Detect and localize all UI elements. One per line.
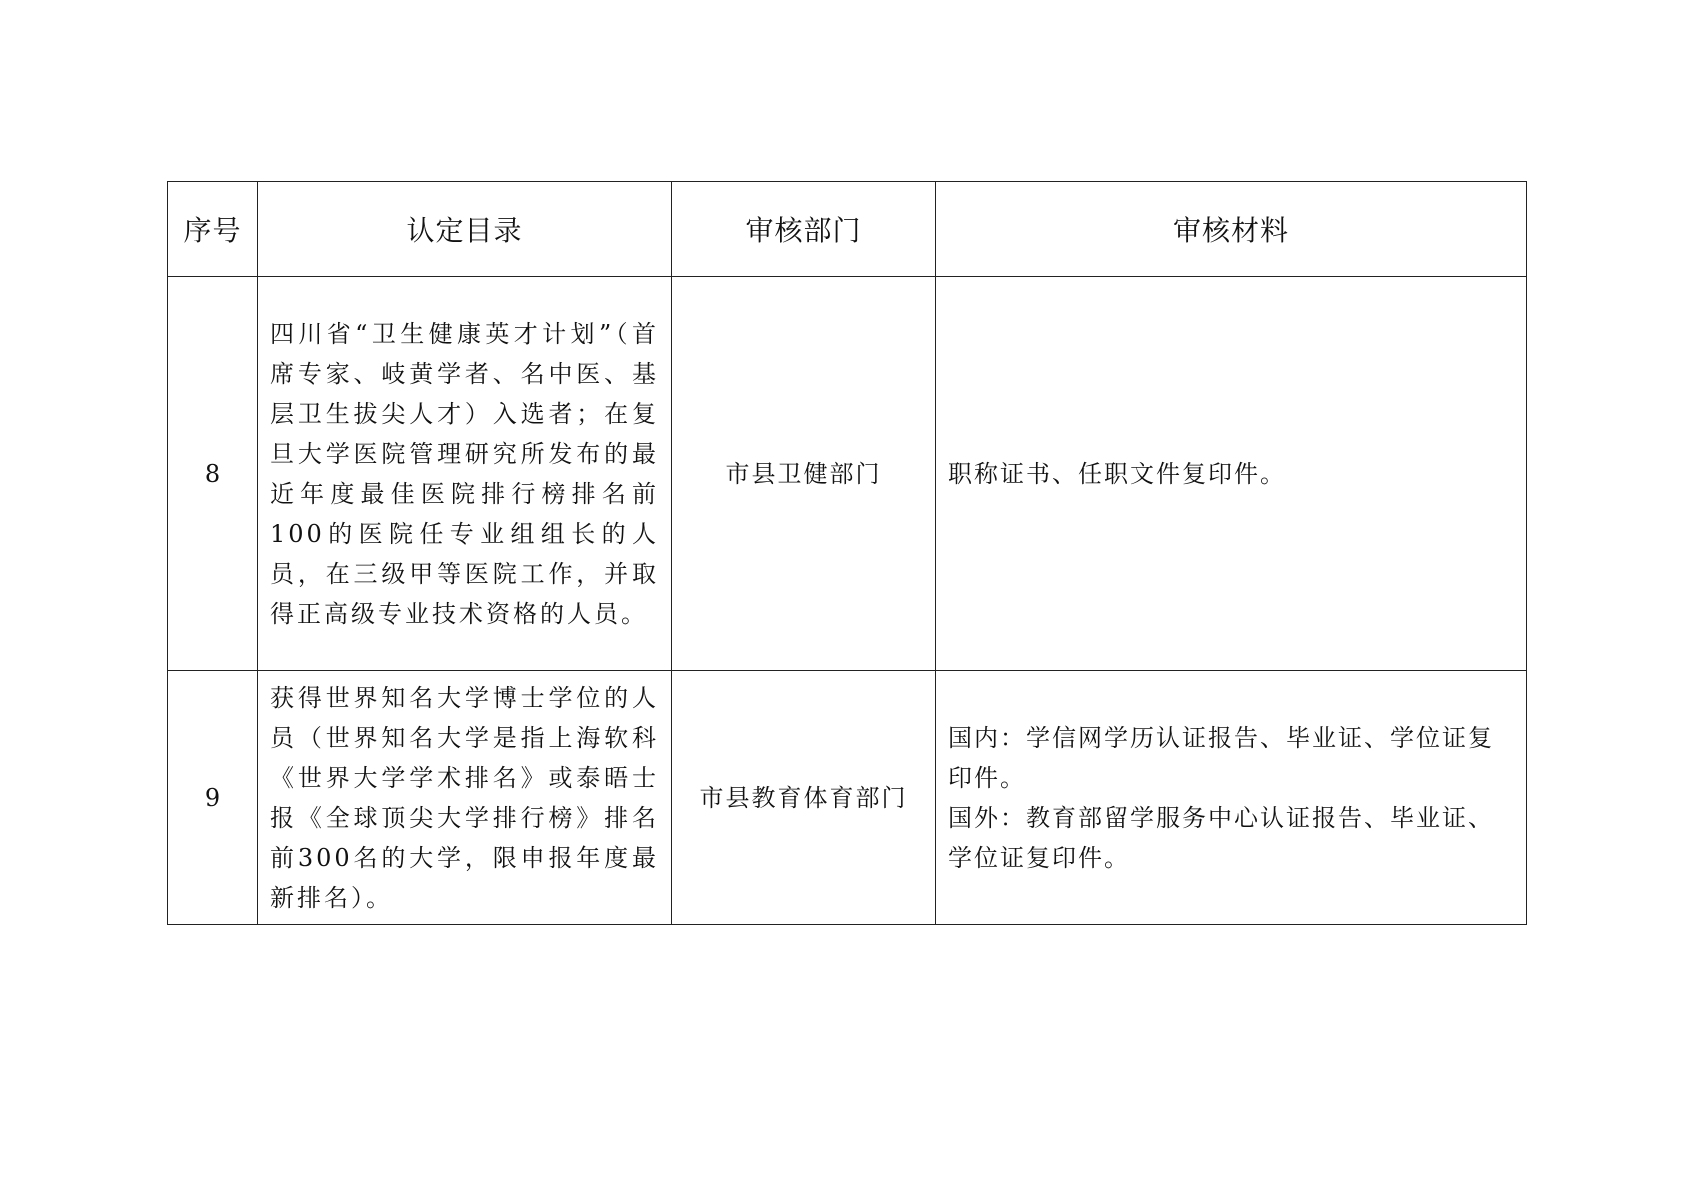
row-review-dept: 市县教育体育部门 — [672, 671, 936, 925]
table-header-row — [168, 182, 1527, 277]
header-review-materials: 审核材料 — [936, 182, 1527, 277]
row-review-materials — [936, 671, 1527, 925]
header-serial-no: 序号 — [168, 182, 258, 277]
header-catalog: 认定目录 — [258, 182, 672, 277]
material-line-overseas: 国外：教育部留学服务中心认证报告、毕业证、学位证复印件。 — [948, 803, 1494, 872]
row-catalog: 四川省“卫生健康英才计划”（首席专家、岐黄学者、名中医、基层卫生拔尖人才）入选者；在复旦大学医院管理研究所发布的最近年度最佳医院排行榜排名前100的医院任专业组组长的人员，在三级甲等医院工作，并取得正高级专业技术资格的人员。 — [258, 277, 672, 671]
header-review-dept: 审核部门 — [672, 182, 936, 277]
material-line: 职称证书、任职文件复印件。 — [948, 459, 1286, 488]
row-catalog: 获得世界知名大学博士学位的人员（世界知名大学是指上海软科《世界大学学术排名》或泰晤士报《全球顶尖大学排行榜》排名前300名的大学，限申报年度最新排名）。 — [258, 671, 672, 925]
material-line-domestic: 国内：学信网学历认证报告、毕业证、学位证复印件。 — [948, 723, 1494, 792]
certification-table — [167, 181, 1527, 925]
table-row — [168, 671, 1527, 925]
row-serial-no: 9 — [168, 671, 258, 925]
table-row — [168, 277, 1527, 671]
row-serial-no: 8 — [168, 277, 258, 671]
row-review-materials — [936, 277, 1527, 671]
row-review-dept: 市县卫健部门 — [672, 277, 936, 671]
